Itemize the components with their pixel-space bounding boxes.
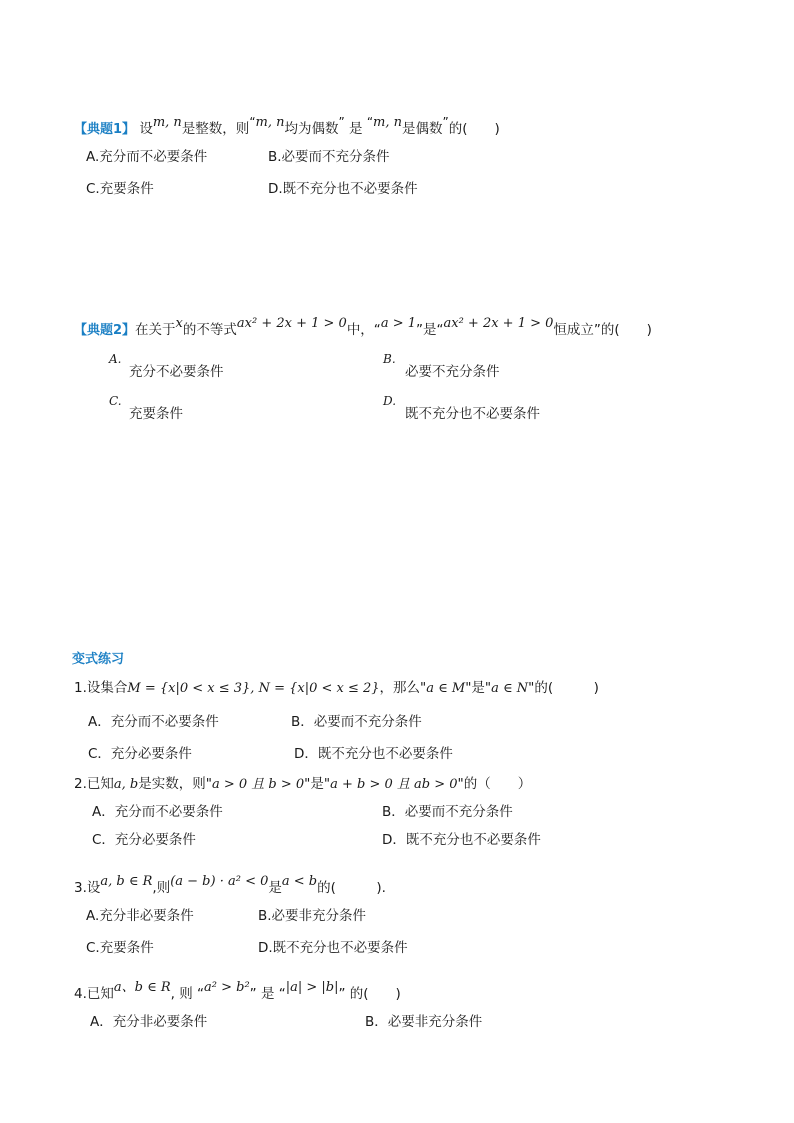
practice-q4-stem <box>74 982 401 1002</box>
example-2-text-3: 中，“ <box>346 322 381 338</box>
example-1-text-6: 的( ) <box>448 121 500 137</box>
example-1-math-3: m, n <box>373 115 402 130</box>
practice-q1-option-c: C．充分必要条件 <box>88 746 192 762</box>
practice-q3-option-b: B.必要非充分条件 <box>258 908 367 924</box>
practice-q1-option-b: B．必要而不充分条件 <box>291 714 422 730</box>
practice-q3-text-1: 3.设 <box>74 880 101 896</box>
practice-q2-math-3: a + b > 0 且 ab > 0 <box>330 777 458 792</box>
practice-q3-text-3: 是 <box>268 880 282 896</box>
example-2-text-1: 在关于 <box>135 322 176 338</box>
example-2-option-d: 既不充分也不必要条件 <box>405 406 540 422</box>
practice-q3-math-2: (a − b) · a² < 0 <box>170 874 269 889</box>
practice-q3-text-2: ,则 <box>152 880 171 896</box>
example-2-text-4: ”是“ <box>416 322 444 338</box>
example-1-text-2: 是整数，则 <box>181 121 250 137</box>
example-2-text-2: 的不等式 <box>182 322 237 338</box>
practice-heading: 变式练习 <box>72 652 125 667</box>
practice-q4-option-a: A．充分非必要条件 <box>90 1014 208 1030</box>
example-1-quote-3: “ <box>366 115 374 129</box>
example-1-option-a: A.充分而不必要条件 <box>86 149 208 165</box>
example-2-stem <box>74 318 652 338</box>
example-1-math-2: m, n <box>255 115 285 130</box>
practice-q2-text-2: 是实数，则" <box>138 776 212 792</box>
practice-q4-text-4: ” 的( ) <box>338 986 401 1002</box>
practice-q4-option-b: B．必要非充分条件 <box>365 1014 483 1030</box>
example-1-quote-1: “ <box>249 115 256 129</box>
practice-q1-text-1: 1.设集合 <box>74 680 128 696</box>
example-1-text-1: 设 <box>139 121 153 137</box>
practice-q1-text-4: "的( ) <box>528 680 599 696</box>
example-1-quote-4: ” <box>442 115 449 129</box>
practice-q2-option-a: A．充分而不必要条件 <box>92 804 223 820</box>
example-2-tag: 【典题2】 <box>74 323 136 338</box>
example-1-text-4: 是 <box>344 121 367 137</box>
practice-q1-math-3: a ∈ N <box>491 681 529 696</box>
practice-q1-stem <box>74 676 599 696</box>
example-2-option-b: 必要不充分条件 <box>405 364 500 380</box>
practice-q2-text-4: "的（ ） <box>457 776 532 792</box>
example-1-text-3: 均为偶数 <box>284 121 339 137</box>
practice-q2-math-1: a, b <box>113 777 139 792</box>
practice-q4-math-1: a、b ∈ R <box>113 980 171 995</box>
example-2-option-a-letter: A. <box>109 352 122 366</box>
practice-q2-option-b: B．必要而不充分条件 <box>382 804 513 820</box>
example-1-option-c: C.充要条件 <box>86 181 154 197</box>
example-1-text-5: 是偶数 <box>402 121 443 137</box>
practice-q2-option-d: D．既不充分也不必要条件 <box>382 832 541 848</box>
example-1-math-1: m, n <box>152 115 182 130</box>
practice-q1-text-2: ，那么" <box>379 680 427 696</box>
example-2-option-b-letter: B. <box>383 352 396 366</box>
practice-q1-option-d: D．既不充分也不必要条件 <box>294 746 453 762</box>
practice-q2-text-3: "是" <box>304 776 331 792</box>
example-2-option-c-letter: C. <box>109 394 122 408</box>
practice-q3-math-1: a, b ∈ R <box>100 874 153 889</box>
example-2-option-d-letter: D. <box>383 394 397 408</box>
practice-q1-text-3: "是" <box>465 680 492 696</box>
practice-q3-math-3: a < b <box>281 874 318 889</box>
practice-q2-option-c: C．充分必要条件 <box>92 832 196 848</box>
practice-q3-text-4: 的( ). <box>317 880 386 896</box>
example-2-math-4: ax² + 2x + 1 > 0 <box>443 316 554 331</box>
practice-q2-text-1: 2.已知 <box>74 776 114 792</box>
example-1-stem <box>74 117 500 137</box>
example-1-option-b: B.必要而不充分条件 <box>268 149 390 165</box>
example-2-option-c: 充要条件 <box>129 406 183 422</box>
example-2-math-3: a > 1 <box>380 316 416 331</box>
practice-q3-option-d: D.既不充分也不必要条件 <box>258 940 408 956</box>
practice-q4-math-3: |a| > |b| <box>285 980 339 995</box>
example-1-tag: 【典题1】 <box>74 122 136 137</box>
example-2-math-1: x <box>175 316 183 331</box>
practice-q4-math-2: a² > b² <box>204 980 250 995</box>
practice-q2-stem <box>74 772 531 792</box>
example-1-quote-2: ” <box>338 115 345 129</box>
practice-q4-text-2: , 则 “ <box>170 986 205 1002</box>
practice-q1-option-a: A．充分而不必要条件 <box>88 714 219 730</box>
practice-q2-math-2: a > 0 且 b > 0 <box>211 777 305 792</box>
practice-q3-stem <box>74 876 386 896</box>
practice-q4-text-1: 4.已知 <box>74 986 114 1002</box>
practice-q3-option-a: A.充分非必要条件 <box>86 908 194 924</box>
practice-q3-option-c: C.充要条件 <box>86 940 154 956</box>
practice-q1-math-2: a ∈ M <box>426 681 466 696</box>
practice-q1-math-1: M = {x|0 < x ≤ 3}, N = {x|0 < x ≤ 2} <box>127 681 380 696</box>
example-1-option-d: D.既不充分也不必要条件 <box>268 181 418 197</box>
example-2-text-5: 恒成立”的( ) <box>553 322 652 338</box>
example-2-math-2: ax² + 2x + 1 > 0 <box>236 316 347 331</box>
practice-q4-text-3: ” 是 “ <box>249 986 286 1002</box>
example-2-option-a: 充分不必要条件 <box>129 364 224 380</box>
